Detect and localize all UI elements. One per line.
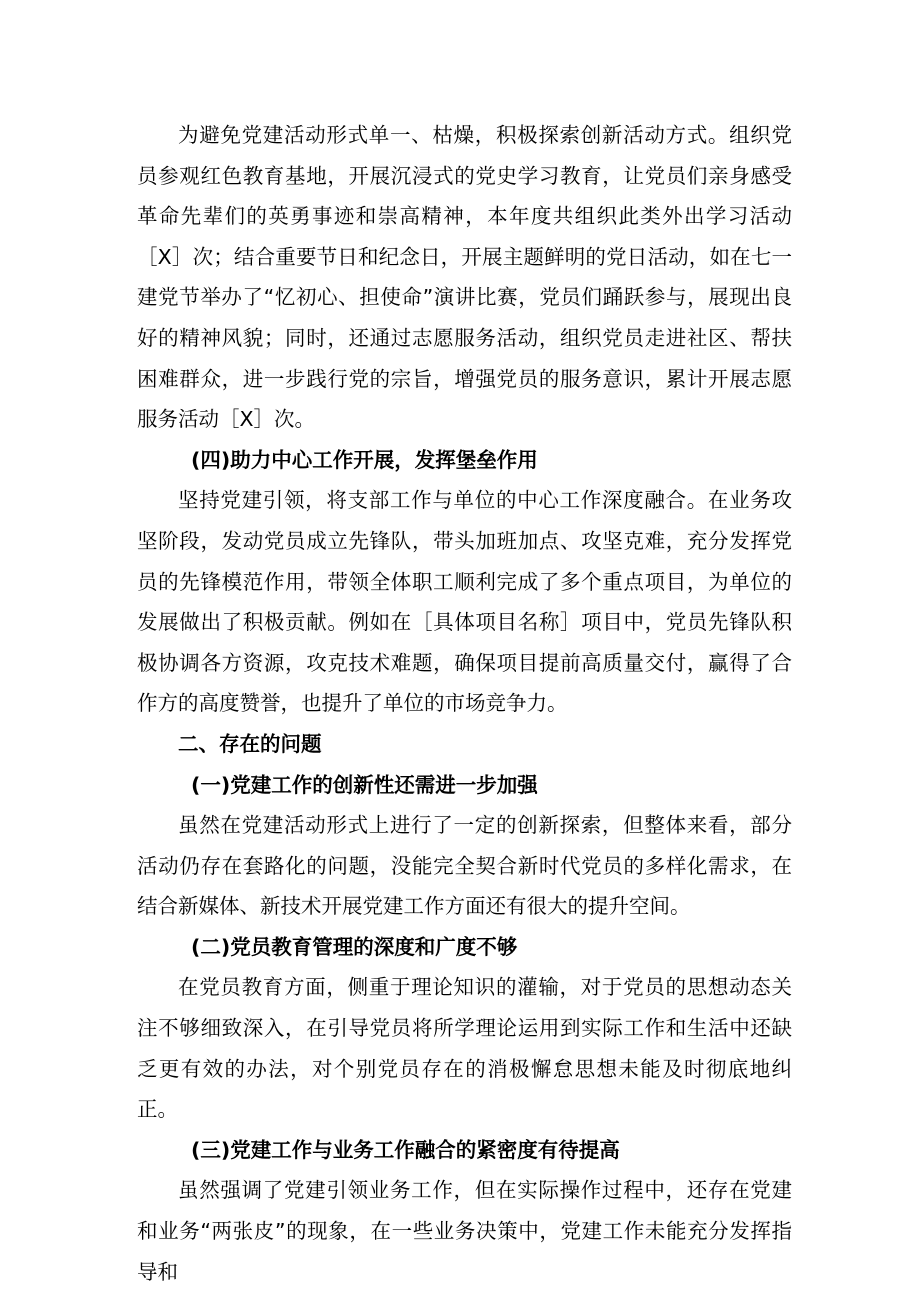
paragraph-integration-problem: 虽然强调了党建引领业务工作，但在实际操作过程中，还存在党建和业务“两张皮”的现象，在一些业务决策中，党建工作未能充分发挥指导和 [137, 1178, 792, 1284]
paragraph-innovation-activities: 为避免党建活动形式单一、枯燥，积极探索创新活动方式。组织党员参观红色教育基地，开展沉浸式的党史学习教育，让党员们亲身感受革命先辈们的英勇事迹和崇高精神，本年度共组织此类外出学习活动［X］次；结合重要节日和纪念日，开展主题鲜明的党日活动，如在七一建党节举办了“忆初心、担使命”演讲比赛，党员们踊跃参与，展现出良好的精神风貌；同时，还通过志愿服务活动，组织党员走进社区、帮扶困难群众，进一步践行党的宗旨，增强党员的服务意识，累计开展志愿服务活动［X］次。 [137, 123, 792, 432]
subheading-central-work: (四)助力中心工作开展，发挥堡垒作用 [191, 447, 538, 472]
section-heading-problems: 二、存在的问题 [178, 731, 322, 756]
subheading-integration-problem: (三)党建工作与业务工作融合的紧密度有待提高 [191, 1137, 620, 1162]
subheading-innovation-problem: (一)党建工作的创新性还需进一步加强 [191, 772, 538, 797]
paragraph-central-work: 坚持党建引领，将支部工作与单位的中心工作深度融合。在业务攻坚阶段，发动党员成立先锋队，带头加班加点、攻坚克难，充分发挥党员的先锋模范作用，带领全体职工顺利完成了多个重点项目，为单位的发展做出了积极贡献。例如在［具体项目名称］项目中，党员先锋队积极协调各方资源，攻克技术难题，确保项目提前高质量交付，赢得了合作方的高度赞誉，也提升了单位的市场竞争力。 [137, 488, 792, 716]
document-page [137, 115, 792, 1292]
paragraph-innovation-problem: 虽然在党建活动形式上进行了一定的创新探索，但整体来看，部分活动仍存在套路化的问题，没能完全契合新时代党员的多样化需求，在结合新媒体、新技术开展党建工作方面还有很大的提升空间。 [137, 813, 792, 919]
subheading-education-problem: (二)党员教育管理的深度和广度不够 [191, 934, 518, 959]
paragraph-education-problem: 在党员教育方面，侧重于理论知识的灌输，对于党员的思想动态关注不够细致深入，在引导党员将所学理论运用到实际工作和生活中还缺乏更有效的办法，对个别党员存在的消极懈怠思想未能及时彻底地纠正。 [137, 975, 792, 1122]
